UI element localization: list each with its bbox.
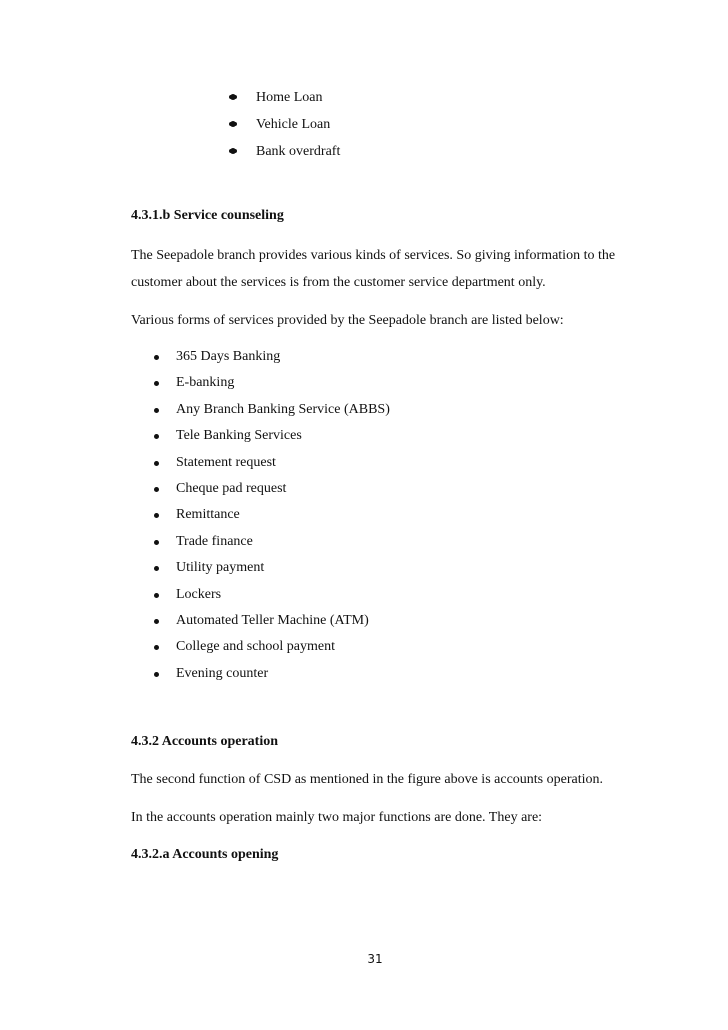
list-item: [152, 426, 390, 452]
section-heading-service-counseling: 4.3.1.b Service counseling: [131, 208, 284, 223]
bullet-icon: [228, 142, 243, 162]
list-item-text: Remittance: [176, 507, 240, 523]
bullet-icon: [152, 479, 176, 499]
list-item-text: Utility payment: [176, 560, 265, 576]
bullet-icon: [152, 347, 176, 367]
paragraph: The second function of CSD as mentioned in the figure above is accounts operation.: [131, 772, 603, 787]
list-item: [152, 637, 390, 663]
bullet-icon: [152, 611, 176, 631]
loan-list: [228, 88, 340, 169]
list-item: [152, 532, 390, 558]
list-item: [152, 585, 390, 611]
list-item-text: Trade finance: [176, 533, 253, 549]
bullet-icon: [228, 115, 243, 135]
list-item: [152, 400, 390, 426]
list-item: [152, 453, 390, 479]
services-list: [152, 347, 390, 690]
paragraph: In the accounts operation mainly two major functions are done. They are:: [131, 810, 543, 825]
list-item-text: Cheque pad request: [176, 480, 287, 496]
list-item-text: Home Loan: [256, 90, 323, 105]
list-item-text: Evening counter: [176, 665, 269, 681]
list-item: [228, 88, 340, 115]
bullet-icon: [152, 505, 176, 525]
bullet-icon: [152, 664, 176, 684]
bullet-icon: [152, 373, 176, 393]
bullet-icon: [228, 88, 243, 108]
list-item: [152, 558, 390, 584]
list-item: [152, 347, 390, 373]
bullet-icon: [152, 558, 176, 578]
list-item: [152, 479, 390, 505]
list-item: [152, 664, 390, 690]
list-item-text: Bank overdraft: [256, 144, 341, 159]
section-heading-accounts-operation: 4.3.2 Accounts operation: [131, 734, 278, 749]
list-item-text: 365 Days Banking: [176, 349, 281, 364]
list-item-text: Any Branch Banking Service (ABBS): [176, 401, 390, 417]
bullet-icon: [152, 400, 176, 420]
list-item: [228, 115, 340, 142]
paragraph-line: The Seepadole branch provides various kinds of services. So giving information to the: [131, 248, 616, 263]
list-item-text: Tele Banking Services: [176, 428, 302, 444]
bullet-icon: [152, 532, 176, 552]
list-item-text: E-banking: [176, 375, 235, 391]
list-item: [152, 505, 390, 531]
paragraph-line: customer about the services is from the customer service department only.: [131, 275, 546, 290]
list-item-text: Vehicle Loan: [256, 117, 331, 132]
list-item: [152, 373, 390, 399]
list-item-text: Lockers: [176, 586, 222, 602]
bullet-icon: [152, 453, 176, 473]
page-number: 31: [367, 952, 383, 966]
bullet-icon: [152, 637, 176, 657]
list-item-text: Automated Teller Machine (ATM): [176, 612, 369, 628]
bullet-icon: [152, 426, 176, 446]
list-item: [152, 611, 390, 637]
bullet-icon: [152, 585, 176, 605]
list-item: [228, 142, 340, 169]
section-heading-accounts-opening: 4.3.2.a Accounts opening: [131, 847, 279, 862]
list-item-text: College and school payment: [176, 639, 336, 655]
list-item-text: Statement request: [176, 454, 276, 470]
services-intro: Various forms of services provided by the Seepadole branch are listed below:: [131, 313, 564, 328]
